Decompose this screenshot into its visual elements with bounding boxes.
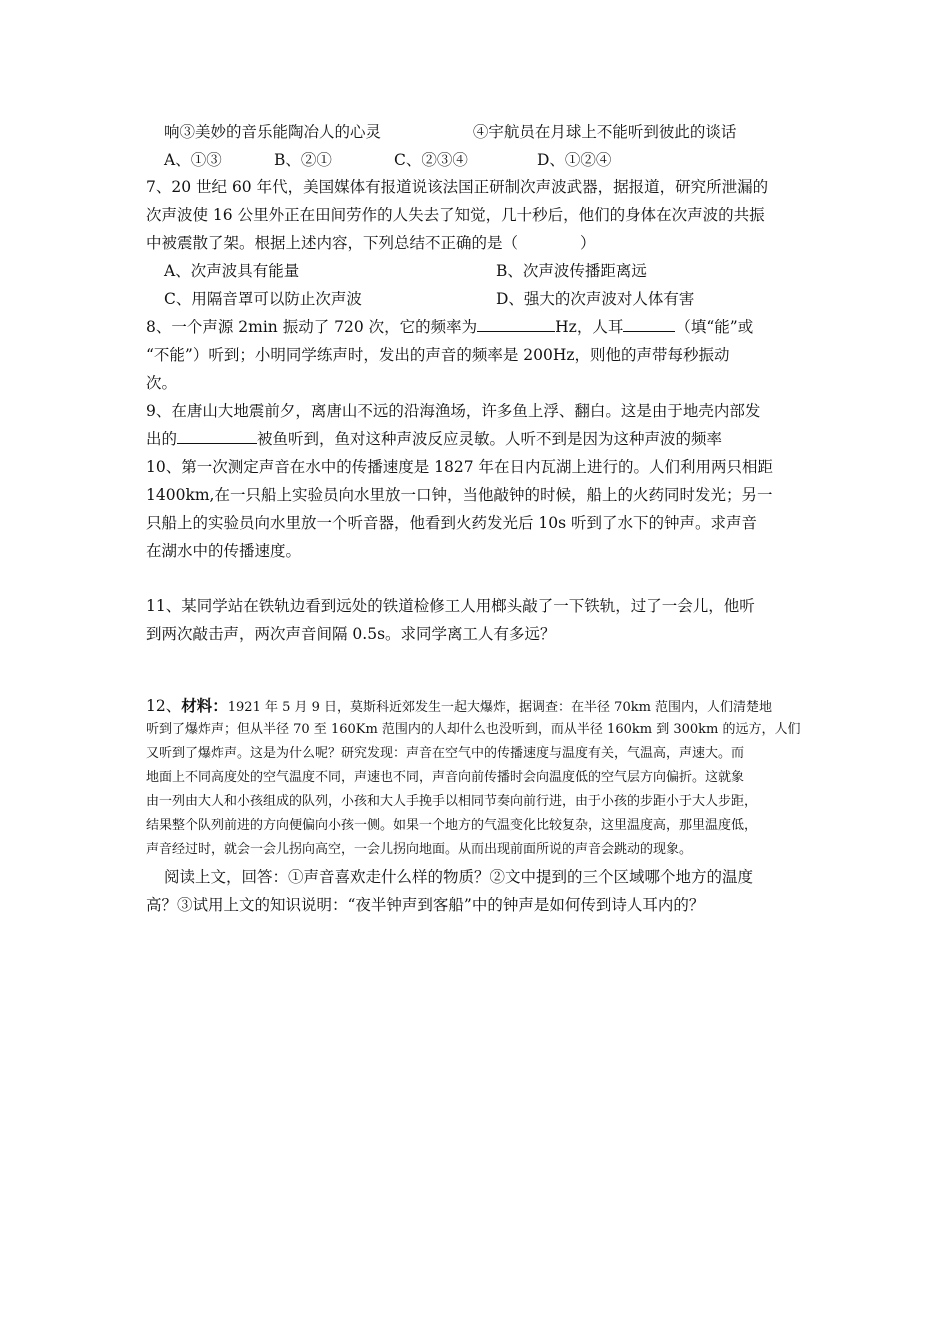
q11-line-2: 到两次敲击声，两次声音间隔 0.5s。求同学离工人有多远？ [146,625,556,643]
q6-item-3: 响③美妙的音乐能陶冶人的心灵 [164,123,382,141]
q12-line-4: 地面上不同高度处的空气温度不同，声速也不同，声音向前传播时会向温度低的空气层方向偏折。这就象 [146,770,745,785]
q9-line-1: 9、在唐山大地震前夕，离唐山不远的沿海渔场，许多鱼上浮、翻白。这是由于地壳内部发 [146,402,761,420]
q9-wave-blank[interactable] [177,425,257,444]
q6-item-4: ④宇航员在月球上不能听到彼此的谈话 [472,123,737,141]
q12-text-1: 1921 年 5 月 9 日，莫斯科近郊发生一起大爆炸，据调查：在半径 70km 范围内，人们清楚地 [227,700,773,715]
q12-line-6: 结果整个队列前进的方向便偏向小孩一侧。如果一个地方的气温变化比较复杂，这里温度高，那里温度低， [146,818,758,833]
q7-option-d: D、强大的次声波对人体有害 [496,290,695,308]
q11-line-1: 11、某同学站在铁轨边看到远处的铁道检修工人用榔头敲了一下铁轨，过了一会儿，他听 [146,597,755,615]
q7-line-1: 7、20 世纪 60 年代，美国媒体有报道说该法国正研制次声波武器，据报道，研究所泄漏的 [146,178,769,196]
q9-text-1: 出的 [146,430,178,448]
q10-line-1: 10、第一次测定声音在水中的传播速度是 1827 年在日内瓦湖上进行的。人们利用两只相距 [146,458,774,476]
q6-option-c: C、②③④ [394,151,468,169]
q12-question-2: 高？③试用上文的知识说明：“夜半钟声到客船”中的钟声是如何传到诗人耳内的？ [146,896,705,914]
q7-option-a: A、次声波具有能量 [164,262,300,280]
q12-line-5: 由一列由大人和小孩组成的队列，小孩和大人手挽手以相同节奏向前行进，由于小孩的步距小于大人步距， [146,794,758,809]
q7-line-2: 次声波使 16 公里外正在田间劳作的人失去了知觉，几十秒后，他们的身体在次声波的共振 [146,206,765,224]
q6-option-d: D、①②④ [537,151,612,169]
q6-option-b: B、②① [274,151,332,169]
q8-audible-blank[interactable] [623,313,675,332]
q12-number: 12、 [146,697,182,715]
q10-line-3: 只船上的实验员向水里放一个听音器，他看到火药发光后 10s 听到了水下的钟声。求声音 [146,514,758,532]
q6-option-a: A、①③ [164,151,222,169]
q12-line-7: 声音经过时，就会一会儿拐向高空，一会儿拐向地面。从而出现前面所说的声音会跳动的现象。 [146,842,693,857]
q8-text-2: Hz，人耳 [555,318,624,336]
q10-line-4: 在湖水中的传播速度。 [146,542,302,560]
q8-line-3: 次。 [146,374,178,392]
q8-text-1: 8、一个声源 2min 振动了 720 次，它的频率为 [146,318,478,336]
q8-frequency-blank[interactable] [477,313,555,332]
q9-text-2: 被鱼听到，鱼对这种声波反应灵敏。人听不到是因为这种声波的频率 [257,430,723,448]
q12-line-3: 又听到了爆炸声。这是为什么呢？研究发现：声音在空气中的传播速度与温度有关，气温高，声速大。而 [146,746,745,761]
q8-line-2: “不能”）听到；小明同学练声时，发出的声音的频率是 200Hz，则他的声带每秒振动 [146,346,730,364]
q7-line-3: 中被震散了架。根据上述内容，下列总结不正确的是（ ） [146,234,596,252]
q12-question-1: 阅读上文，回答：①声音喜欢走什么样的物质？②文中提到的三个区域哪个地方的温度 [164,868,754,886]
q12-line-1 [146,694,826,720]
q6-continuation [164,118,844,146]
q10-line-2: 1400km,在一只船上实验员向水里放一口钟，当他敲钟的时候，船上的火药同时发光；另一 [146,486,773,504]
q12-material-label: 材料： [181,696,228,715]
q12-line-2: 听到了爆炸声；但从半径 70 至 160Km 范围内的人却什么也没听到，而从半径 160km 到 300km 的远方，人们 [146,722,801,737]
q7-option-b: B、次声波传播距离远 [496,262,647,280]
q8-text-3: （填“能”或 [675,318,754,336]
q9-line-2 [146,425,826,453]
q7-option-c: C、用隔音罩可以防止次声波 [164,290,362,308]
q8-line-1 [146,313,826,341]
